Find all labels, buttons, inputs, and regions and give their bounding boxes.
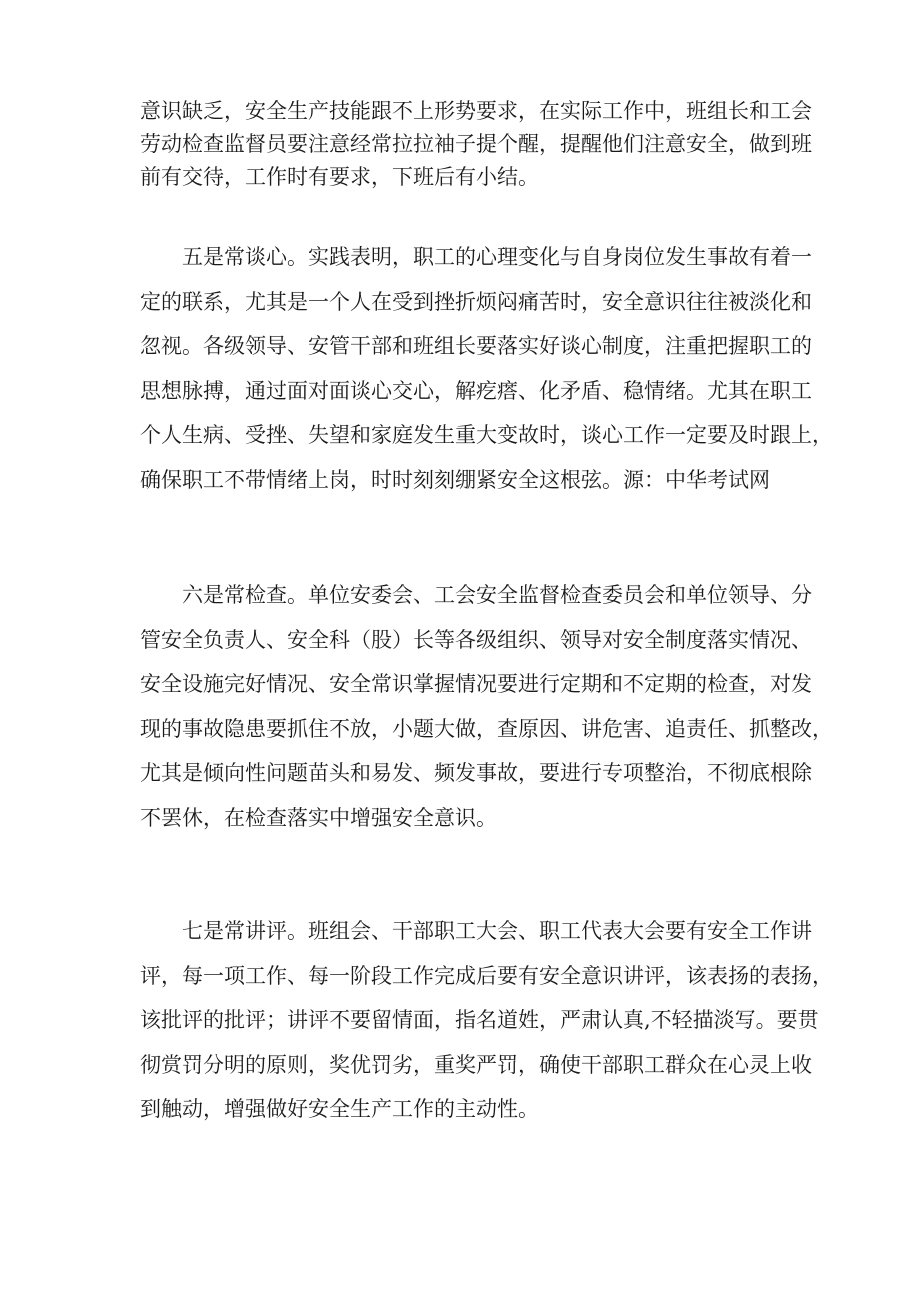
text-line: 五是常谈心。实践表明，职工的心理变化与自身岗位发生事故有着一 bbox=[140, 245, 812, 269]
text-line: 定的联系，尤其是一个人在受到挫折烦闷痛苦时，安全意识往往被淡化和 bbox=[140, 289, 812, 314]
paragraph-inspection bbox=[140, 573, 833, 840]
text-line: 六是常检查。单位安委会、工会安全监督检查委员会和单位领导、分 bbox=[140, 583, 812, 607]
text-line: 意识缺乏，安全生产技能跟不上形势要求，在实际工作中，班组长和工会 bbox=[140, 99, 812, 123]
text-line: 管安全负责人、安全科（股）长等各级组织、领导对安全制度落实情况、 bbox=[140, 627, 812, 652]
text-line: 劳动检查监督员要注意经常拉拉袖子提个醒，提醒他们注意安全，做到班 bbox=[140, 132, 812, 156]
text-line: 确保职工不带情绪上岗，时时刻刻绷紧安全这根弦。源：中华考试网 bbox=[140, 467, 770, 492]
text-line: 该批评的批评；讲评不要留情面，指名道姓，严肃认真,不轻描淡写。要贯 bbox=[140, 1008, 819, 1032]
text-line: 安全设施完好情况、安全常识掌握情况要进行定期和不定期的检查，对发 bbox=[140, 672, 812, 696]
text-line: 尤其是倾向性问题苗头和易发、频发事故，要进行专项整治，不彻底根除 bbox=[140, 761, 812, 785]
text-line: 前有交待，工作时有要求，下班后有小结。 bbox=[140, 165, 539, 189]
text-line: 七是常讲评。班组会、干部职工大会、职工代表大会要有安全工作讲 bbox=[140, 919, 812, 943]
paragraph-awareness-continued bbox=[140, 95, 812, 194]
text-line: 忽视。各级领导、安管干部和班组长要落实好谈心制度，注重把握职工的 bbox=[140, 334, 812, 358]
text-line: 不罢休，在检查落实中增强安全意识。 bbox=[140, 805, 497, 830]
paragraph-review bbox=[140, 909, 833, 1132]
text-line: 评，每一项工作、每一阶段工作完成后要有安全意识讲评，该表扬的表扬， bbox=[140, 963, 833, 988]
paragraph-heart-to-heart bbox=[140, 235, 833, 502]
text-line: 思想脉搏，通过面对面谈心交心，解疙瘩、化矛盾、稳情绪。尤其在职工 bbox=[140, 378, 812, 403]
text-line: 彻赏罚分明的原则，奖优罚劣，重奖严罚，确使干部职工群众在心灵上收 bbox=[140, 1052, 812, 1077]
text-line: 到触动，增强做好安全生产工作的主动性。 bbox=[140, 1097, 539, 1121]
text-line: 个人生病、受挫、失望和家庭发生重大变故时，谈心工作一定要及时跟上， bbox=[140, 423, 833, 447]
text-line: 现的事故隐患要抓住不放，小题大做，查原因、讲危害、追责任、抓整改， bbox=[140, 716, 833, 741]
